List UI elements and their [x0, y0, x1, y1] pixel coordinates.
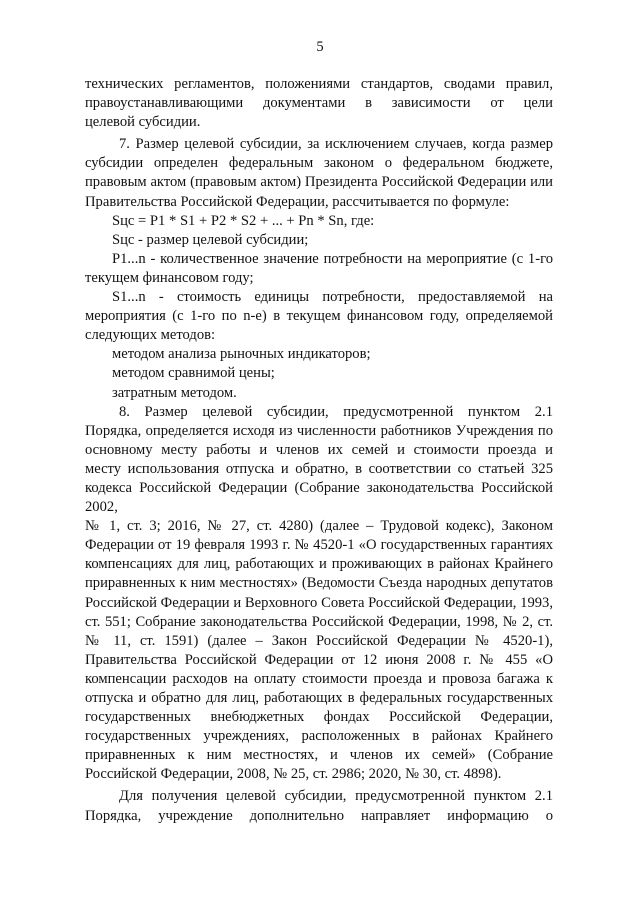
- text-line: мероприятия (с 1-го по n-е) в текущем финансовом году, определяемой: [85, 308, 553, 325]
- document-body: [85, 75, 553, 826]
- text-line: месту использования отпуска и обратно, в соответствии со статьей 325: [85, 460, 553, 477]
- page-number: 5: [316, 39, 324, 55]
- text-line: Порядка, учреждение дополнительно направляет информацию о: [85, 807, 553, 824]
- formula-line: Sцс = P1 * S1 + P2 * S2 + ... + Pn * Sn, где:: [112, 212, 375, 229]
- text-line: текущем финансовом году;: [85, 269, 254, 286]
- text-line: Sцс - размер целевой субсидии;: [112, 231, 309, 248]
- paragraph-7-first-line: 7. Размер целевой субсидии, за исключением случаев, когда размер: [119, 136, 553, 153]
- text-line: Российской Федерации и Верховного Совета Российской Федерации, 1993,: [85, 594, 553, 611]
- text-line: основному месту работы и членов их семей и стоимости проезда и: [85, 441, 553, 458]
- text-line: отпуска и обратно для лиц, работающих в федеральных государственных: [85, 690, 553, 706]
- text-line: целевой субсидии.: [85, 114, 201, 131]
- paragraph-8-first-line: 8. Размер целевой субсидии, предусмотренной пунктом 2.1: [119, 403, 553, 420]
- text-line: приравненных к ним местностях, и членов их семей» (Собрание: [85, 747, 553, 764]
- text-line: правоустанавливающими документами в зависимости от цели: [85, 95, 553, 112]
- method-item: методом анализа рыночных индикаторов;: [112, 346, 371, 363]
- method-item: затратным методом.: [112, 384, 237, 401]
- text-line: государственных внебюджетных фондах Российской Федерации,: [85, 709, 553, 726]
- text-line: P1...n - количественное значение потребности на мероприятие (с 1-го: [112, 250, 553, 267]
- text-line: компенсациях для лиц, работающих и проживающих в районах Крайнего: [85, 556, 553, 573]
- paragraph-last-first-line: Для получения целевой субсидии, предусмотренной пунктом 2.1: [119, 788, 553, 805]
- text-line: Правительства Российской Федерации от 12 июня 2008 г. № 455 «О: [85, 651, 553, 668]
- text-line: кодекса Российской Федерации (Собрание законодательства Российской: [85, 479, 553, 496]
- text-line: 2002,: [85, 499, 118, 516]
- text-line: субсидии определен федеральным законом о федеральном бюджете,: [85, 155, 553, 172]
- text-line: Российской Федерации, 2008, № 25, ст. 2986; 2020, № 30, ст. 4898).: [85, 766, 502, 783]
- text-line: правовым актом (правовым актом) Президента Российской Федерации или: [85, 174, 553, 191]
- text-line: технических регламентов, положениями стандартов, сводами правил,: [85, 76, 553, 92]
- text-line: Федерации от 19 февраля 1993 г. № 4520-1 «О государственных гарантиях: [85, 537, 553, 554]
- text-line: приравненных к ним местностях» (Ведомости Съезда народных депутатов: [85, 575, 553, 592]
- method-item: методом сравнимой цены;: [112, 365, 275, 382]
- text-line: следующих методов:: [85, 327, 216, 344]
- text-line: государственных учреждениях, расположенных в районах Крайнего: [85, 728, 553, 745]
- text-line: № 11, ст. 1591) (далее – Закон Российской Федерации № 4520-1),: [85, 632, 553, 649]
- text-line: компенсации расходов на оплату стоимости проезда и провоза багажа к: [85, 670, 553, 687]
- text-line: Порядка, определяется исходя из численности работников Учреждения по: [85, 422, 553, 439]
- text-line: Правительства Российской Федерации, рассчитывается по формуле:: [85, 193, 510, 210]
- text-line: ст. 551; Собрание законодательства Российской Федерации, 1998, № 2, ст.: [85, 613, 553, 630]
- text-line: S1...n - стоимость единицы потребности, предоставляемой на: [112, 289, 553, 306]
- text-line: № 1, ст. 3; 2016, № 27, ст. 4280) (далее – Трудовой кодекс), Законом: [85, 518, 553, 535]
